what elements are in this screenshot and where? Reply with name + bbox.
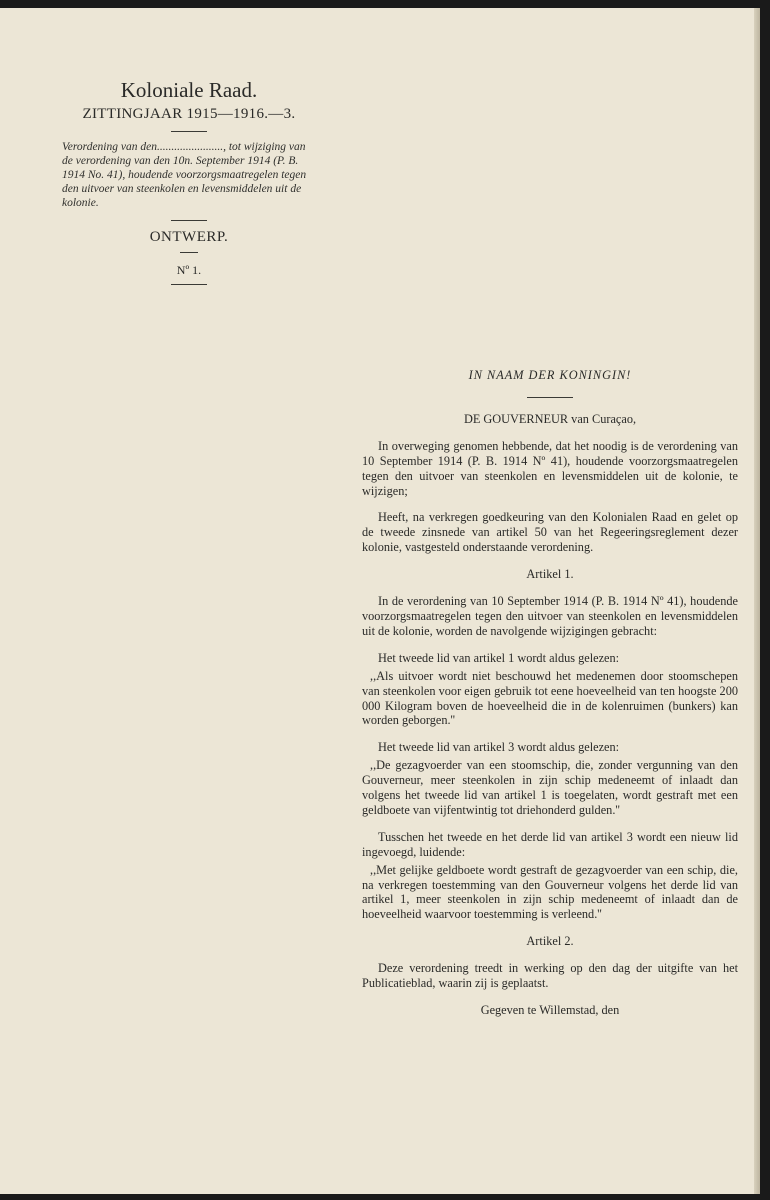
governor-line: DE GOUVERNEUR van Curaçao, (463, 411, 637, 426)
divider (171, 131, 207, 132)
change-1-text: ,,Als uitvoer wordt niet beschouwd het medenemen door stoomschepen van steenkolen voor eigen gebruik tot eene hoeveelheid van ten hoogste 200 000 Kilogram boven de hoeveelheid die in de kolenruimen (bunkers) kan worden geborgen.'' (362, 668, 738, 728)
session-year: ZITTINGJAAR 1915—1916.—3. (82, 106, 296, 122)
ordinance-body (362, 368, 738, 1018)
heading: IN NAAM DER KONINGIN! (468, 368, 632, 382)
article-2-text: Deze verordening treedt in werking op den dag der uitgifte van het Publicatieblad, waarin zij is geplaatst. (362, 961, 738, 991)
change-2-intro: Het tweede lid van artikel 3 wordt aldus gelezen: (378, 740, 620, 755)
draft-label: ONTWERP. (149, 229, 229, 245)
closing-line: Gegeven te Willemstad, den (480, 1003, 620, 1017)
article-2-title: Artikel 2. (526, 934, 574, 949)
change-1-intro: Het tweede lid van artikel 1 wordt aldus gelezen: (378, 650, 620, 665)
council-title: Koloniale Raad. (120, 78, 258, 102)
change-2-text: ,,De gezagvoerder van een stoomschip, die, zonder vergunning van den Gouverneur, meer steenkolen in zijn schip medeneemt of inlaadt dan volgens het tweede lid van artikel 1 is toegelaten, wordt gestraft met een geldboete van vijfentwintig tot driehonderd gulden.'' (362, 758, 738, 817)
change-3-text: ,,Met gelijke geldboete wordt gestraft de gezagvoerder van een schip, die, na verkregen toestemming van den Gouverneur volgens het derde lid van artikel 1, meer steenkolen in zijn schip medeneemt of inlaadt dan de hoeveelheid waarvoor toestemming is verleend.'' (362, 862, 738, 922)
enactment-paragraph: Heeft, na verkregen goedkeuring van den Kolonialen Raad en gelet op de tweede zinsnede van artikel 50 van het Regeeringsreglement dezer kolonie, vastgesteld onderstaande verordening. (362, 510, 738, 555)
article-1-title: Artikel 1. (526, 567, 574, 582)
divider (180, 252, 198, 253)
ordinance-description: Verordening van den......................., tot wijziging van de verordening van den 10n. September 1914 (P. B. 1914 No. 41), houdende voorzorgsmaatregelen tegen den uitvoer van steenkolen en levensmiddelen uit de kolonie. (62, 141, 307, 209)
page-edge (754, 8, 760, 1194)
divider (171, 284, 207, 285)
preamble-paragraph: In overweging genomen hebbende, dat het noodig is de verordening van 10 September 1914 (P. B. 1914 Nº 41), houdende voorzorgsmaatregelen tegen den uitvoer van steenkolen en levensmiddelen uit de kolonie, te wijzigen; (362, 438, 738, 498)
left-column (58, 78, 320, 293)
divider (527, 397, 573, 398)
article-1-intro: In de verordening van 10 September 1914 (P. B. 1914 Nº 41), houdende voorzorgsmaatregelen tegen den uitvoer van steenkolen en levensmiddelen uit de kolonie, worden de navolgende wijzigingen gebracht: (362, 594, 738, 638)
draft-number: Nº 1. (176, 263, 202, 277)
document-page (0, 8, 760, 1194)
change-3-intro: Tusschen het tweede en het derde lid van artikel 3 wordt een nieuw lid ingevoegd, luidende: (362, 829, 738, 859)
divider (171, 220, 207, 221)
